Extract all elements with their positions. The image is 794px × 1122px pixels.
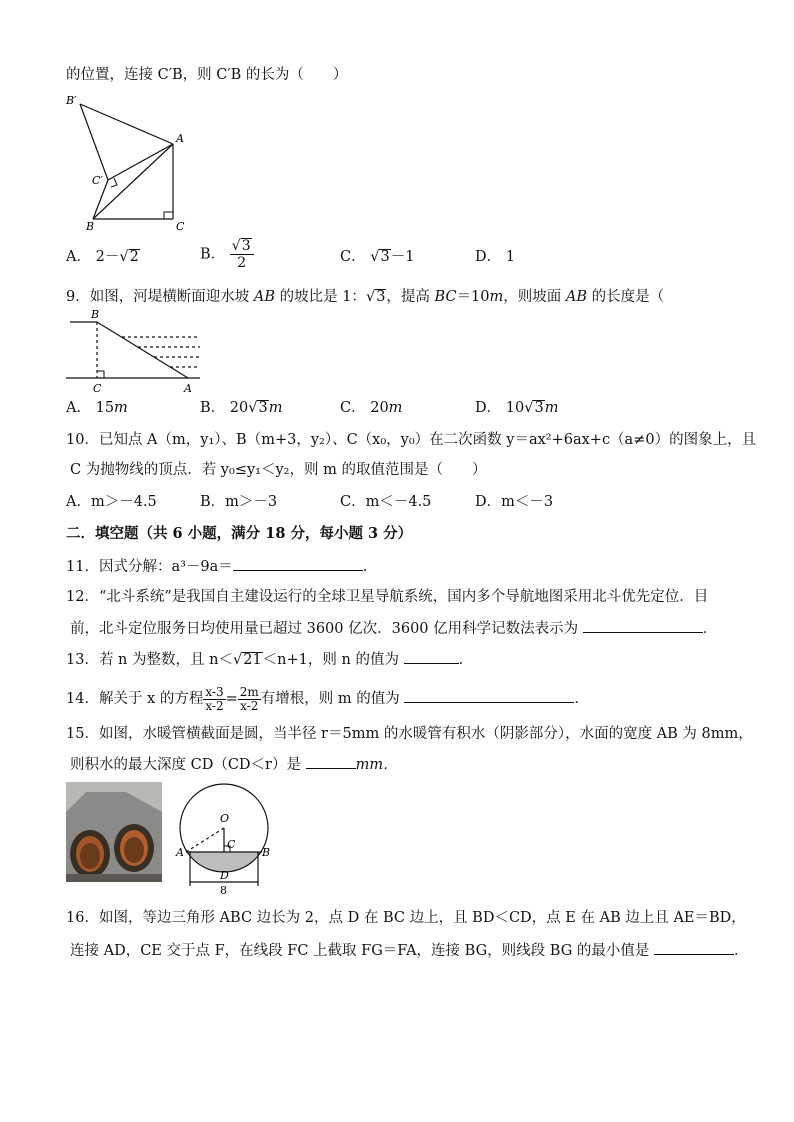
q10-option-a[interactable]: A．m＞－4.5 [66,494,157,510]
q15-figure [172,778,276,896]
q9-option-b[interactable]: B． 20√3m [200,400,283,416]
q8-option-b-denominator: 2 [237,255,247,271]
q15-line2: 则积水的最大深度 CD（CD＜r）是 mm． [70,754,398,775]
q10-line1: 10．已知点 A（m，y₁）、B（m+3，y₂）、C（x₀，y₀）在二次函数 y＝ax²+6ax+c（a≠0）的图象上，且 [66,432,757,448]
q16-line1: 16．如图，等边三角形 ABC 边长为 2，点 D 在 BC 边上，且 BD＜CD，点 E 在 AB 边上且 AE＝BD， [66,910,746,926]
q13: 13．若 n 为整数，且 n＜√21＜n+1，则 n 的值为 ． [66,649,473,670]
q8-option-a[interactable]: A． 2－√2 [66,249,139,265]
q8-label-bprime: B′ [66,94,77,107]
q9-option-a[interactable]: A． 15m [66,400,128,416]
pipes-photo [66,782,162,882]
q15-answer-blank[interactable] [306,754,356,769]
q8-label-cprime: C′ [92,174,103,187]
q9-label-c: C [93,382,102,395]
q9-label-a: A [184,382,192,395]
q8-label-c: C [176,220,185,233]
q8-option-a-value: 2－ [95,249,120,265]
q8-option-a-label: A． [66,249,91,265]
q8-option-d-label: D． [475,249,502,265]
q12-answer-blank[interactable] [583,618,703,633]
q9-figure [60,306,210,398]
q8-option-a-radicand: 2 [129,249,139,265]
q10-option-c[interactable]: C．m＜－4.5 [340,494,432,510]
q14-answer-blank[interactable] [404,688,574,703]
q9-stem: 9．如图，河堤横断面迎水坡 AB 的坡比是 1：√3，提高 BC＝10m，则坡面 AB 的长度是（ [66,289,665,305]
q15-label-b: B [262,846,271,859]
section-fill-in-header: 二．填空题（共 6 小题，满分 18 分，每小题 3 分） [66,525,413,542]
q8-stem: 的位置，连接 C′B，则 C′B 的长为（ ） [66,67,348,83]
q9-label-b: B [91,308,100,321]
q8-label-a: A [176,132,184,145]
q15-label-a: A [176,846,184,859]
q8-option-b[interactable]: B． $\frac{√3}{2}$ [200,238,254,271]
q8-option-c[interactable]: C． √3－1 [340,249,415,265]
q8-figure [60,92,200,238]
q13-answer-blank[interactable] [404,649,459,664]
q11: 11．因式分解：a³－9a＝ ． [66,556,377,577]
q15-label-d: D [220,869,229,882]
q8-label-b: B [86,220,95,233]
q8-option-b-radicand: 3 [241,238,251,254]
q15-line1: 15．如图，水暖管横截面是圆，当半径 r＝5mm 的水暖管有积水（阴影部分），水面的宽度 AB 为 8mm， [66,726,753,742]
q16-line2: 连接 AD，CE 交于点 F，在线段 FC 上截取 FG＝FA，连接 BG，则线段 BG 的最小值是 ． [70,940,749,961]
q8-option-d-value: 1 [505,249,515,265]
q9-option-d[interactable]: D． 10√3m [475,400,559,416]
q12-line2: 前，北斗定位服务日均使用量已超过 3600 亿次．3600 亿用科学记数法表示为 ． [70,618,717,639]
q10-option-b[interactable]: B．m＞－3 [200,494,278,510]
q11-answer-blank[interactable] [233,556,363,571]
q10-line2: C 为抛物线的顶点．若 y₀≤y₁＜y₂，则 m 的取值范围是（ ） [70,462,487,478]
q8-option-c-radicand: 3 [380,249,390,265]
q16-answer-blank[interactable] [654,940,734,955]
q15-label-c: C [227,838,236,851]
q8-option-c-label: C． [340,249,366,265]
q10-option-d[interactable]: D．m＜－3 [475,494,554,510]
q15-label-o: O [220,812,230,825]
q8-option-b-label: B． [200,246,226,263]
q14: 14．解关于 x 的方程 $\frac{x-3}{x-2}$ = $\frac{2m}{x-2}$ 有增根，则 m 的值为 ． [66,684,589,713]
q8-option-c-tail: －1 [390,249,415,265]
q15-label-width: 8 [220,884,227,896]
q9-option-c[interactable]: C． 20m [340,400,403,416]
q8-option-d[interactable] [475,247,515,267]
q12-line1: 12．“北斗系统”是我国自主建设运行的全球卫星导航系统，国内多个导航地图采用北斗优先定位．目 [66,589,709,605]
